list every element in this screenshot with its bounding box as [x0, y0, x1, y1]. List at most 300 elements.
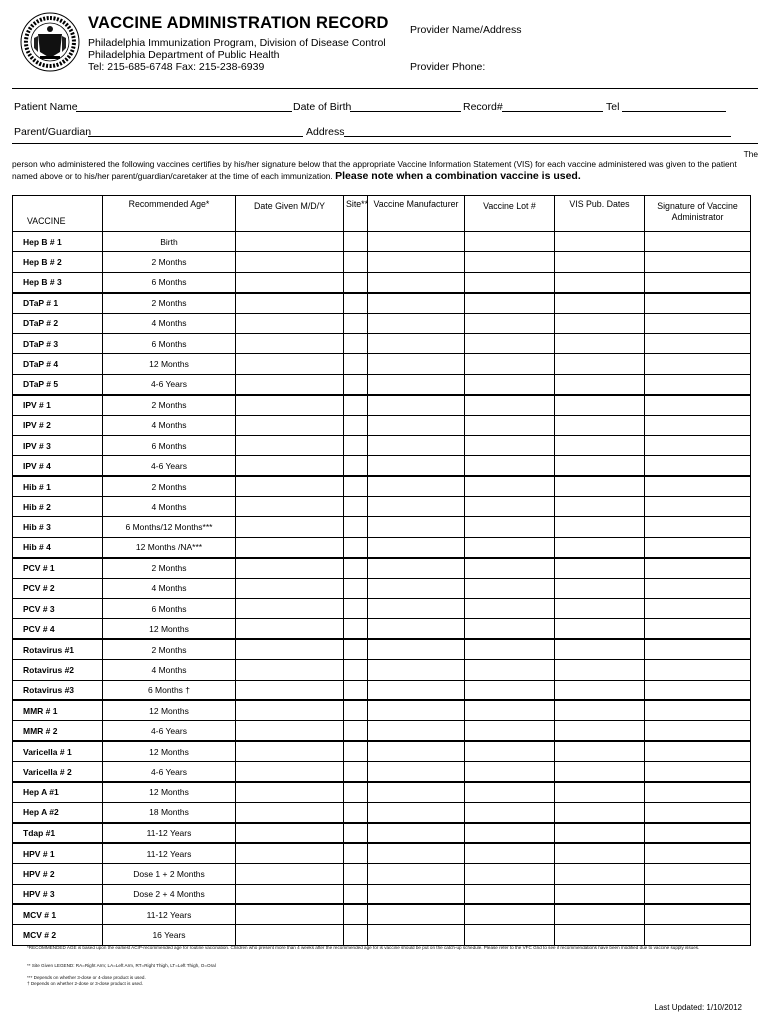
signature-cell[interactable] — [645, 476, 751, 496]
vis-date-cell[interactable] — [555, 660, 645, 680]
date-given-cell[interactable] — [236, 313, 344, 333]
lot-cell[interactable] — [465, 232, 555, 252]
site-cell[interactable] — [344, 395, 368, 415]
vis-date-cell[interactable] — [555, 435, 645, 455]
manufacturer-cell[interactable] — [368, 272, 465, 292]
manufacturer-cell[interactable] — [368, 558, 465, 578]
vis-date-cell[interactable] — [555, 558, 645, 578]
vis-notice-text: person who administered the following vaccines certifies by his/her signature below that the appropriate Vaccine Information Statement (VIS) for each vaccine administered was given to the patient named above or to his/her parent/guardian/caretaker at the time of each immunization. — [12, 159, 737, 181]
date-given-cell[interactable] — [236, 476, 344, 496]
vaccine-name: Hep B # 1 — [13, 232, 103, 252]
vaccine-name: PCV # 3 — [13, 599, 103, 619]
recommended-age: 6 Months — [103, 599, 236, 619]
site-cell[interactable] — [344, 537, 368, 557]
vis-date-cell[interactable] — [555, 252, 645, 272]
vis-date-cell[interactable] — [555, 639, 645, 659]
vis-date-cell[interactable] — [555, 456, 645, 476]
table-row — [13, 884, 751, 904]
vis-date-cell[interactable] — [555, 823, 645, 843]
table-row — [13, 680, 751, 700]
signature-cell[interactable] — [645, 721, 751, 741]
lot-cell[interactable] — [465, 395, 555, 415]
recommended-age: 12 Months /NA*** — [103, 537, 236, 557]
vaccine-name: Hib # 2 — [13, 497, 103, 517]
signature-cell[interactable] — [645, 333, 751, 353]
dob-label: Date of Birth — [293, 101, 352, 113]
vaccine-name: Rotavirus #1 — [13, 639, 103, 659]
signature-cell[interactable] — [645, 537, 751, 557]
vis-date-cell[interactable] — [555, 578, 645, 598]
site-cell[interactable] — [344, 578, 368, 598]
lot-cell[interactable] — [465, 864, 555, 884]
manufacturer-cell[interactable] — [368, 680, 465, 700]
site-cell[interactable] — [344, 802, 368, 822]
table-row — [13, 599, 751, 619]
site-cell[interactable] — [344, 925, 368, 945]
notice-divider — [12, 143, 758, 144]
site-cell[interactable] — [344, 456, 368, 476]
site-cell[interactable] — [344, 741, 368, 761]
date-given-cell[interactable] — [236, 782, 344, 802]
signature-cell[interactable] — [645, 497, 751, 517]
manufacturer-cell[interactable] — [368, 476, 465, 496]
date-given-cell[interactable] — [236, 599, 344, 619]
manufacturer-cell[interactable] — [368, 578, 465, 598]
vis-date-cell[interactable] — [555, 782, 645, 802]
patient-name-field[interactable] — [76, 101, 292, 112]
date-given-cell[interactable] — [236, 415, 344, 435]
table-row — [13, 762, 751, 782]
lot-cell[interactable] — [465, 272, 555, 292]
footnote-hib: *** Depends on whether 3-dose or 4-dose product is used. — [27, 975, 146, 980]
lot-cell[interactable] — [465, 293, 555, 313]
lot-cell[interactable] — [465, 904, 555, 924]
signature-cell[interactable] — [645, 904, 751, 924]
recommended-age: 6 Months — [103, 272, 236, 292]
lot-cell[interactable] — [465, 925, 555, 945]
table-row — [13, 374, 751, 394]
table-row — [13, 293, 751, 313]
recommended-age: 4 Months — [103, 497, 236, 517]
record-field[interactable] — [502, 101, 603, 112]
site-cell[interactable] — [344, 476, 368, 496]
lot-cell[interactable] — [465, 435, 555, 455]
manufacturer-cell[interactable] — [368, 762, 465, 782]
table-row — [13, 395, 751, 415]
vis-date-cell[interactable] — [555, 599, 645, 619]
col-vaccine: VACCINE — [13, 196, 103, 232]
site-cell[interactable] — [344, 599, 368, 619]
recommended-age: 4 Months — [103, 415, 236, 435]
site-cell[interactable] — [344, 313, 368, 333]
signature-cell[interactable] — [645, 272, 751, 292]
site-cell[interactable] — [344, 782, 368, 802]
signature-cell[interactable] — [645, 680, 751, 700]
col-date-given: Date Given M/D/Y — [236, 196, 344, 232]
vaccine-name: PCV # 4 — [13, 619, 103, 639]
site-cell[interactable] — [344, 721, 368, 741]
vis-date-cell[interactable] — [555, 680, 645, 700]
manufacturer-cell[interactable] — [368, 599, 465, 619]
table-row — [13, 313, 751, 333]
vis-date-cell[interactable] — [555, 497, 645, 517]
table-row — [13, 619, 751, 639]
vis-date-cell[interactable] — [555, 313, 645, 333]
manufacturer-cell[interactable] — [368, 782, 465, 802]
site-cell[interactable] — [344, 415, 368, 435]
recommended-age: 6 Months — [103, 333, 236, 353]
table-row — [13, 456, 751, 476]
signature-cell[interactable] — [645, 293, 751, 313]
lot-cell[interactable] — [465, 782, 555, 802]
lot-cell[interactable] — [465, 415, 555, 435]
site-cell[interactable] — [344, 762, 368, 782]
date-given-cell[interactable] — [236, 333, 344, 353]
date-given-cell[interactable] — [236, 619, 344, 639]
manufacturer-cell[interactable] — [368, 252, 465, 272]
manufacturer-cell[interactable] — [368, 843, 465, 863]
vis-date-cell[interactable] — [555, 293, 645, 313]
site-cell[interactable] — [344, 843, 368, 863]
vaccine-name: IPV # 4 — [13, 456, 103, 476]
date-given-cell[interactable] — [236, 904, 344, 924]
recommended-age: 11-12 Years — [103, 843, 236, 863]
recommended-age: 4-6 Years — [103, 456, 236, 476]
table-row — [13, 252, 751, 272]
recommended-age: 4 Months — [103, 660, 236, 680]
dob-field[interactable] — [350, 101, 461, 112]
date-given-cell[interactable] — [236, 252, 344, 272]
signature-cell[interactable] — [645, 456, 751, 476]
manufacturer-cell[interactable] — [368, 333, 465, 353]
date-given-cell[interactable] — [236, 802, 344, 822]
manufacturer-cell[interactable] — [368, 415, 465, 435]
manufacturer-cell[interactable] — [368, 639, 465, 659]
lot-cell[interactable] — [465, 354, 555, 374]
signature-cell[interactable] — [645, 843, 751, 863]
site-cell[interactable] — [344, 435, 368, 455]
table-row — [13, 354, 751, 374]
vis-date-cell[interactable] — [555, 619, 645, 639]
date-given-cell[interactable] — [236, 354, 344, 374]
parent-guardian-field[interactable] — [88, 126, 303, 137]
table-row — [13, 333, 751, 353]
site-cell[interactable] — [344, 232, 368, 252]
date-given-cell[interactable] — [236, 456, 344, 476]
date-given-cell[interactable] — [236, 537, 344, 557]
patient-row — [12, 101, 758, 115]
lot-cell[interactable] — [465, 558, 555, 578]
signature-cell[interactable] — [645, 700, 751, 720]
site-cell[interactable] — [344, 680, 368, 700]
recommended-age: 2 Months — [103, 252, 236, 272]
city-seal-logo — [20, 12, 80, 72]
manufacturer-cell[interactable] — [368, 660, 465, 680]
form-title: VACCINE ADMINISTRATION RECORD — [88, 14, 389, 32]
address-field[interactable] — [344, 126, 731, 137]
vis-date-cell[interactable] — [555, 762, 645, 782]
site-cell[interactable] — [344, 517, 368, 537]
manufacturer-cell[interactable] — [368, 925, 465, 945]
last-updated: Last Updated: 1/10/2012 — [654, 1003, 742, 1012]
signature-cell[interactable] — [645, 639, 751, 659]
table-row — [13, 435, 751, 455]
manufacturer-cell[interactable] — [368, 721, 465, 741]
signature-cell[interactable] — [645, 558, 751, 578]
vis-date-cell[interactable] — [555, 517, 645, 537]
col-lot: Vaccine Lot # — [465, 196, 555, 232]
site-cell[interactable] — [344, 293, 368, 313]
vis-date-cell[interactable] — [555, 374, 645, 394]
vaccine-name: DTaP # 4 — [13, 354, 103, 374]
signature-cell[interactable] — [645, 517, 751, 537]
manufacturer-cell[interactable] — [368, 823, 465, 843]
signature-cell[interactable] — [645, 660, 751, 680]
signature-cell[interactable] — [645, 578, 751, 598]
signature-cell[interactable] — [645, 415, 751, 435]
signature-cell[interactable] — [645, 395, 751, 415]
table-row — [13, 802, 751, 822]
lot-cell[interactable] — [465, 578, 555, 598]
vaccine-name: Hib # 1 — [13, 476, 103, 496]
lot-cell[interactable] — [465, 721, 555, 741]
site-cell[interactable] — [344, 904, 368, 924]
lot-cell[interactable] — [465, 823, 555, 843]
lot-cell[interactable] — [465, 639, 555, 659]
lot-cell[interactable] — [465, 537, 555, 557]
vis-date-cell[interactable] — [555, 232, 645, 252]
manufacturer-cell[interactable] — [368, 497, 465, 517]
signature-cell[interactable] — [645, 741, 751, 761]
table-row — [13, 700, 751, 720]
tel-field[interactable] — [622, 101, 726, 112]
signature-cell[interactable] — [645, 599, 751, 619]
lot-cell[interactable] — [465, 333, 555, 353]
site-cell[interactable] — [344, 884, 368, 904]
table-row — [13, 558, 751, 578]
signature-cell[interactable] — [645, 782, 751, 802]
lot-cell[interactable] — [465, 619, 555, 639]
lot-cell[interactable] — [465, 456, 555, 476]
date-given-cell[interactable] — [236, 864, 344, 884]
vis-date-cell[interactable] — [555, 843, 645, 863]
vaccine-name: MCV # 1 — [13, 904, 103, 924]
site-cell[interactable] — [344, 497, 368, 517]
vis-date-cell[interactable] — [555, 537, 645, 557]
recommended-age: 11-12 Years — [103, 904, 236, 924]
col-vis-dates: VIS Pub. Dates — [555, 196, 645, 232]
vis-date-cell[interactable] — [555, 415, 645, 435]
recommended-age: 4-6 Years — [103, 721, 236, 741]
signature-cell[interactable] — [645, 313, 751, 333]
date-given-cell[interactable] — [236, 435, 344, 455]
signature-cell[interactable] — [645, 864, 751, 884]
recommended-age: 6 Months/12 Months*** — [103, 517, 236, 537]
date-given-cell[interactable] — [236, 762, 344, 782]
lot-cell[interactable] — [465, 700, 555, 720]
manufacturer-cell[interactable] — [368, 374, 465, 394]
vaccine-name: DTaP # 2 — [13, 313, 103, 333]
date-given-cell[interactable] — [236, 639, 344, 659]
lot-cell[interactable] — [465, 252, 555, 272]
table-row — [13, 864, 751, 884]
site-cell[interactable] — [344, 374, 368, 394]
recommended-age: 6 Months † — [103, 680, 236, 700]
manufacturer-cell[interactable] — [368, 741, 465, 761]
footnote-site-legend: ** Site Given LEGEND: RA=Right Arm; LA=Left Arm, RT=Right Thigh, LT=Left Thigh, O=Oral — [27, 963, 216, 968]
vis-date-cell[interactable] — [555, 272, 645, 292]
date-given-cell[interactable] — [236, 395, 344, 415]
date-given-cell[interactable] — [236, 843, 344, 863]
table-row — [13, 639, 751, 659]
date-given-cell[interactable] — [236, 558, 344, 578]
manufacturer-cell[interactable] — [368, 619, 465, 639]
manufacturer-cell[interactable] — [368, 884, 465, 904]
recommended-age: 2 Months — [103, 293, 236, 313]
lot-cell[interactable] — [465, 497, 555, 517]
manufacturer-cell[interactable] — [368, 456, 465, 476]
vaccine-name: PCV # 2 — [13, 578, 103, 598]
date-given-cell[interactable] — [236, 741, 344, 761]
site-cell[interactable] — [344, 619, 368, 639]
signature-cell[interactable] — [645, 762, 751, 782]
table-row — [13, 497, 751, 517]
manufacturer-cell[interactable] — [368, 537, 465, 557]
recommended-age: 18 Months — [103, 802, 236, 822]
signature-cell[interactable] — [645, 374, 751, 394]
vaccine-name: Varicella # 2 — [13, 762, 103, 782]
recommended-age: Dose 2 + 4 Months — [103, 884, 236, 904]
recommended-age: 4-6 Years — [103, 374, 236, 394]
vaccine-name: DTaP # 1 — [13, 293, 103, 313]
manufacturer-cell[interactable] — [368, 354, 465, 374]
vis-date-cell[interactable] — [555, 700, 645, 720]
signature-cell[interactable] — [645, 802, 751, 822]
date-given-cell[interactable] — [236, 680, 344, 700]
date-given-cell[interactable] — [236, 272, 344, 292]
manufacturer-cell[interactable] — [368, 904, 465, 924]
manufacturer-cell[interactable] — [368, 435, 465, 455]
manufacturer-cell[interactable] — [368, 864, 465, 884]
vis-date-cell[interactable] — [555, 395, 645, 415]
signature-cell[interactable] — [645, 354, 751, 374]
lot-cell[interactable] — [465, 802, 555, 822]
vis-date-cell[interactable] — [555, 925, 645, 945]
manufacturer-cell[interactable] — [368, 232, 465, 252]
table-row — [13, 272, 751, 292]
manufacturer-cell[interactable] — [368, 517, 465, 537]
manufacturer-cell[interactable] — [368, 313, 465, 333]
date-given-cell[interactable] — [236, 721, 344, 741]
date-given-cell[interactable] — [236, 925, 344, 945]
vis-date-cell[interactable] — [555, 333, 645, 353]
address-label: Address — [306, 126, 345, 138]
date-given-cell[interactable] — [236, 374, 344, 394]
vis-date-cell[interactable] — [555, 721, 645, 741]
vaccine-name: HPV # 1 — [13, 843, 103, 863]
parent-guardian-label: Parent/Guardian — [14, 126, 92, 138]
vis-date-cell[interactable] — [555, 904, 645, 924]
recommended-age: 2 Months — [103, 639, 236, 659]
date-given-cell[interactable] — [236, 700, 344, 720]
site-cell[interactable] — [344, 700, 368, 720]
lot-cell[interactable] — [465, 884, 555, 904]
site-cell[interactable] — [344, 252, 368, 272]
signature-cell[interactable] — [645, 884, 751, 904]
table-row — [13, 660, 751, 680]
lot-cell[interactable] — [465, 741, 555, 761]
header-divider — [12, 88, 758, 89]
site-cell[interactable] — [344, 333, 368, 353]
notice-lead: The — [743, 149, 758, 159]
site-cell[interactable] — [344, 558, 368, 578]
signature-cell[interactable] — [645, 823, 751, 843]
vis-date-cell[interactable] — [555, 354, 645, 374]
signature-cell[interactable] — [645, 232, 751, 252]
manufacturer-cell[interactable] — [368, 293, 465, 313]
table-row — [13, 904, 751, 924]
vis-date-cell[interactable] — [555, 802, 645, 822]
vaccine-name: Rotavirus #3 — [13, 680, 103, 700]
table-row — [13, 415, 751, 435]
table-row — [13, 721, 751, 741]
signature-cell[interactable] — [645, 435, 751, 455]
lot-cell[interactable] — [465, 762, 555, 782]
lot-cell[interactable] — [465, 660, 555, 680]
date-given-cell[interactable] — [236, 578, 344, 598]
recommended-age: 2 Months — [103, 476, 236, 496]
site-cell[interactable] — [344, 864, 368, 884]
vaccine-name: Hep B # 3 — [13, 272, 103, 292]
recommended-age: 4-6 Years — [103, 762, 236, 782]
lot-cell[interactable] — [465, 517, 555, 537]
site-cell[interactable] — [344, 272, 368, 292]
lot-cell[interactable] — [465, 843, 555, 863]
recommended-age: 2 Months — [103, 558, 236, 578]
site-cell[interactable] — [344, 660, 368, 680]
signature-cell[interactable] — [645, 619, 751, 639]
vaccine-name: HPV # 2 — [13, 864, 103, 884]
vis-date-cell[interactable] — [555, 741, 645, 761]
site-cell[interactable] — [344, 823, 368, 843]
vis-date-cell[interactable] — [555, 476, 645, 496]
date-given-cell[interactable] — [236, 517, 344, 537]
date-given-cell[interactable] — [236, 232, 344, 252]
lot-cell[interactable] — [465, 476, 555, 496]
vis-date-cell[interactable] — [555, 864, 645, 884]
vaccine-name: HPV # 3 — [13, 884, 103, 904]
signature-cell[interactable] — [645, 925, 751, 945]
manufacturer-cell[interactable] — [368, 700, 465, 720]
lot-cell[interactable] — [465, 680, 555, 700]
footnote-rotavirus: † Depends on whether 2-dose or 3-dose product is used. — [27, 981, 143, 986]
manufacturer-cell[interactable] — [368, 802, 465, 822]
site-cell[interactable] — [344, 639, 368, 659]
signature-cell[interactable] — [645, 252, 751, 272]
date-given-cell[interactable] — [236, 823, 344, 843]
manufacturer-cell[interactable] — [368, 395, 465, 415]
lot-cell[interactable] — [465, 313, 555, 333]
site-cell[interactable] — [344, 354, 368, 374]
lot-cell[interactable] — [465, 374, 555, 394]
recommended-age: 6 Months — [103, 435, 236, 455]
date-given-cell[interactable] — [236, 660, 344, 680]
date-given-cell[interactable] — [236, 497, 344, 517]
date-given-cell[interactable] — [236, 884, 344, 904]
date-given-cell[interactable] — [236, 293, 344, 313]
lot-cell[interactable] — [465, 599, 555, 619]
vis-date-cell[interactable] — [555, 884, 645, 904]
